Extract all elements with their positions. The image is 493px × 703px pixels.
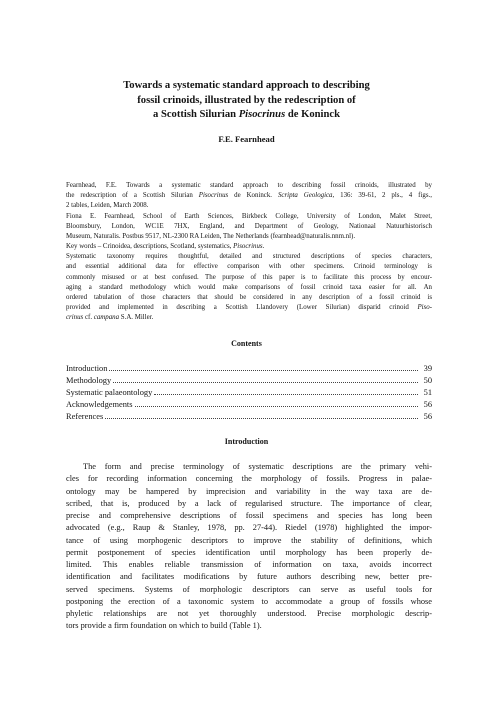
- body-line: scribed, that is, produced by a lack of regularised structure. The importance of clear,: [66, 498, 432, 508]
- keywords-genus: Pisocrinus: [233, 243, 263, 250]
- toc-entry-page: 39: [423, 364, 432, 373]
- abstract-line: [66, 313, 432, 323]
- body-line: cles for recording information concerning the morphology of fossils. Progress in palae-: [66, 474, 432, 484]
- toc-leader-dots: [109, 370, 418, 371]
- citation-genus: Pisocrinus: [198, 192, 229, 200]
- toc-entry-title: References: [66, 412, 104, 422]
- body-line: advocated (e.g., Raup & Stanley, 1978, pp. 27-44). Riedel (1978) highlighted the impor-: [66, 523, 432, 533]
- abstract-text: provided and implemented in describing a Scottish Llandovery (Lower Silurian) disparid crinoid: [66, 304, 409, 312]
- toc-leader-dots: [113, 382, 418, 383]
- body-line: The form and precise terminology of systematic descriptions are the primary vehi-: [83, 462, 432, 471]
- toc-entry-title: Acknowledgements: [66, 400, 133, 410]
- paper-title: [60, 79, 433, 123]
- title-line: [60, 108, 433, 123]
- citation-text: de Koninck.: [234, 192, 273, 200]
- affiliation-line: Museum, Naturalis. Postbus 9517, NL-2300 RA Leiden, The Netherlands (fearnhead@naturalis.nnm.nl).: [66, 233, 356, 241]
- abstract-genus: crinus: [66, 314, 84, 322]
- toc-entry[interactable]: [66, 399, 432, 411]
- toc-leader-dots: [105, 418, 418, 419]
- citation-text: , 136: 39-61, 2 pls., 4 figs.,: [332, 192, 432, 200]
- toc-entry[interactable]: [66, 387, 432, 399]
- title-line: Towards a systematic standard approach to describing: [123, 80, 370, 91]
- body-line: limited. This enables reliable transmission of information on taxa, avoids incorrect: [66, 560, 432, 569]
- author-name: F.E. Fearnhead: [218, 134, 275, 144]
- abstract-line: aging a standard methodology which would make comparisons of fossil crinoid taxa easier for all. An: [66, 283, 432, 291]
- citation-block: [66, 181, 432, 242]
- affiliation-line: Bloomsbury, London, WC1E 7HX, England, and Department of Geology, Nationaal Natuurhistorisch: [66, 222, 432, 230]
- abstract-block: [66, 242, 432, 324]
- body-line: ontology may be hampered by imprecision and variability in the way taxa are de-: [66, 486, 432, 496]
- citation-text: the redescription of a Scottish Silurian: [66, 192, 193, 200]
- abstract-line: ordered tabulation of those characters that should be considered in any description of a fossil crinoid is: [66, 294, 432, 302]
- body-line: served specimens. Systems of morphologic descriptors can serve as useful tools for: [66, 584, 432, 594]
- contents-heading: Contents: [231, 339, 262, 348]
- body-line: identification and facilitates modifications by future authors describing new, better pre-: [66, 572, 432, 582]
- abstract-line: and essential additional data for effective comparison with other specimens. Crinoid terminology is: [66, 263, 432, 271]
- body-line: postponing the erection of a taxonomic system to accommodate a group of fossils whose: [66, 596, 432, 606]
- introduction-body: [66, 461, 432, 633]
- abstract-text: S.A. Miller.: [120, 314, 154, 322]
- affiliation-line: Fiona E. Fearnhead, School of Earth Sciences, Birkbeck College, University of London, Malet Street,: [66, 212, 432, 220]
- toc-entry-page: 50: [423, 376, 432, 386]
- title-genus: Pisocrinus: [238, 109, 286, 120]
- toc-entry-page: 56: [423, 400, 432, 410]
- toc-entry-title: Introduction: [66, 364, 108, 373]
- abstract-line: Systematic taxonomy requires thoughtful, detailed and structured descriptions of species characters,: [66, 253, 432, 261]
- toc-entry-page: 51: [423, 388, 432, 398]
- keywords-line: [66, 242, 432, 252]
- abstract-line: [66, 303, 432, 313]
- keywords-text: Key words – Crinoidea, descriptions, Scotland, systematics,: [66, 243, 232, 250]
- title-line-text: a Scottish Silurian: [153, 109, 237, 120]
- toc-entry[interactable]: [66, 375, 432, 387]
- keywords-text: .: [262, 243, 265, 250]
- body-line: tance of using morphogenic descriptors to improve the stability of definitions, which: [66, 535, 432, 545]
- toc-entry-page: 56: [423, 412, 432, 422]
- abstract-genus: Piso-: [417, 304, 432, 312]
- abstract-text: cf.: [84, 314, 93, 322]
- title-line: fossil crinoids, illustrated by the redescription of: [137, 94, 356, 106]
- toc-entry[interactable]: [66, 411, 432, 423]
- title-tail: de Koninck: [287, 109, 340, 120]
- body-line: permit postponement of species identification until morphology has been properly de-: [66, 547, 432, 557]
- toc-entry-title: Systematic palaeontology: [66, 388, 153, 398]
- body-line: phyletic relationships are not yet thoroughly understood. Precise morphologic descrip-: [66, 609, 432, 618]
- table-of-contents: [66, 363, 432, 423]
- toc-entry-title: Methodology: [66, 376, 112, 386]
- journal-name: Scripta Geologica: [277, 192, 333, 200]
- abstract-species: campana: [93, 314, 120, 322]
- body-line: tors provide a firm foundation on which to build (Table 1).: [66, 621, 262, 631]
- citation-line: 2 tables, Leiden, March 2008.: [66, 202, 149, 210]
- citation-line: [66, 191, 432, 201]
- body-line: precise and comprehensive descriptions of fossil specimens and species has long been: [66, 511, 432, 520]
- toc-entry[interactable]: [66, 363, 432, 375]
- toc-leader-dots: [154, 394, 418, 395]
- citation-line: Fearnhead, F.E. Towards a systematic standard approach to describing fossil crinoids, illustrated by: [66, 182, 432, 189]
- introduction-heading: Introduction: [224, 437, 269, 446]
- toc-leader-dots: [135, 406, 418, 407]
- abstract-line: commonly misused or at best confused. The purpose of this paper is to facilitate this process by encour-: [66, 273, 432, 281]
